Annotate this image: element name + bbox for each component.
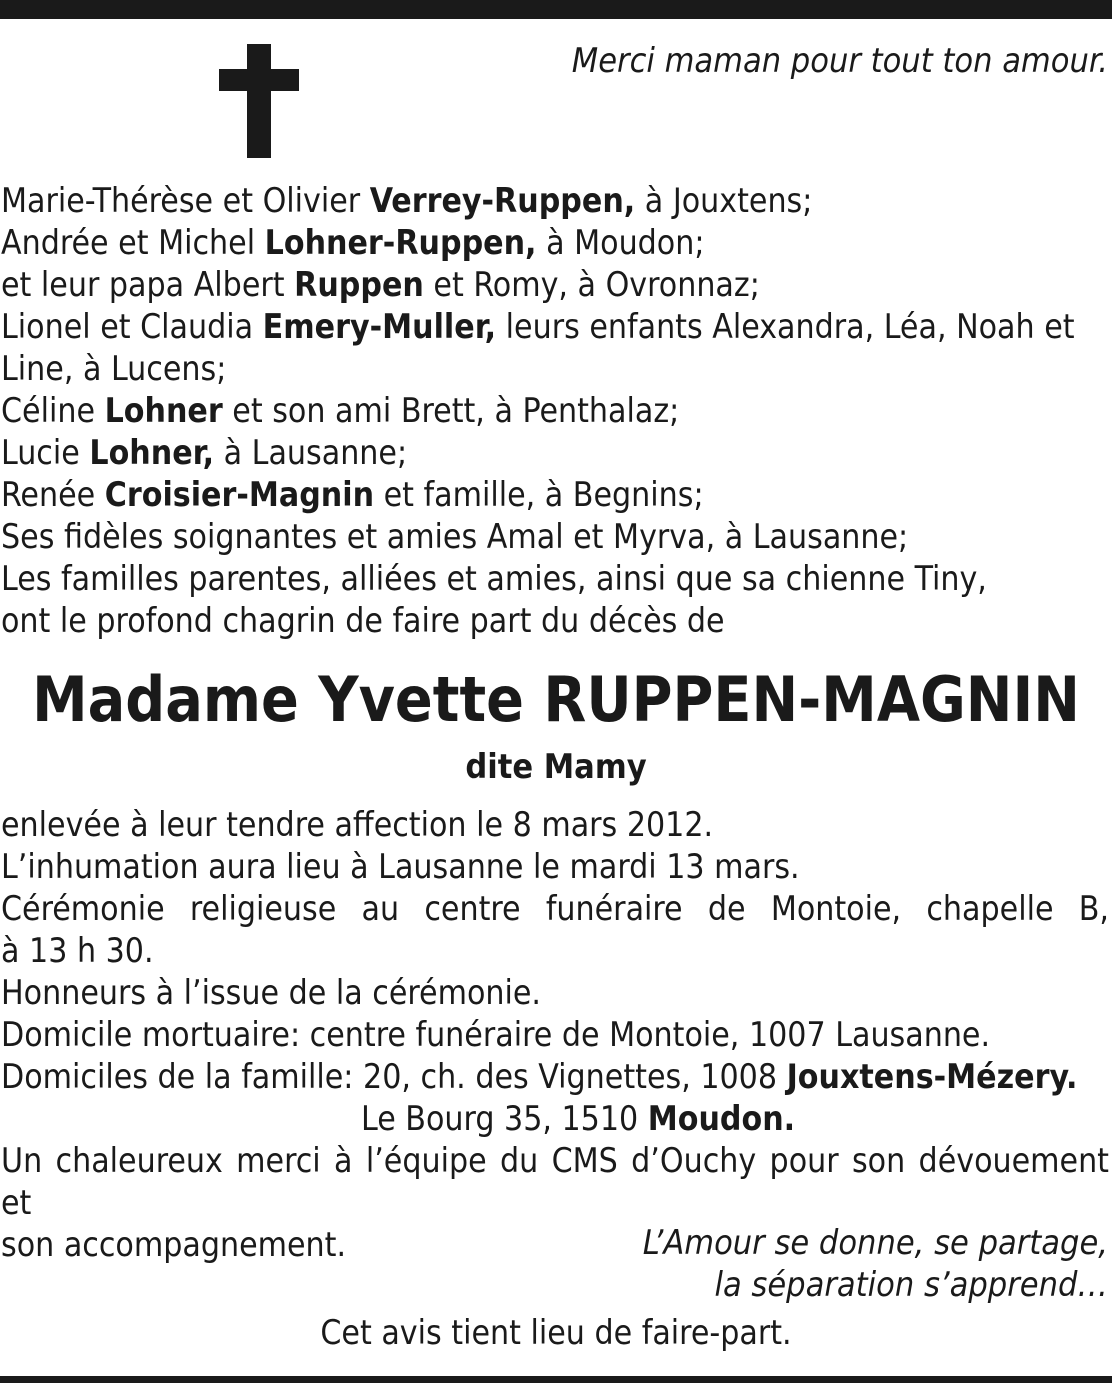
family-line: Céline Lohner et son ami Brett, à Penthalaz; bbox=[1, 391, 680, 430]
family-line: Ses fidèles soignantes et amies Amal et Myrva, à Lausanne; bbox=[1, 517, 909, 556]
family-line: Lucie Lohner, à Lausanne; bbox=[1, 433, 408, 472]
family-line: Renée Croisier-Magnin et famille, à Begnins; bbox=[1, 475, 704, 514]
ceremony-time-line: à 13 h 30. bbox=[1, 931, 154, 970]
closing-quote-line: L’Amour se donne, se partage, bbox=[642, 1223, 1108, 1263]
latin-cross-icon bbox=[219, 44, 299, 158]
family-home-line: Domiciles de la famille: 20, ch. des Vignettes, 1008 Jouxtens-Mézery. bbox=[1, 1057, 1078, 1096]
family-list bbox=[1, 180, 1109, 642]
family-line: Marie-Thérèse et Olivier Verrey-Ruppen, à Jouxtens; bbox=[1, 181, 813, 220]
family-line: ont le profond chagrin de faire part du décès de bbox=[1, 601, 725, 640]
deceased-name: Madame Yvette RUPPEN-MAGNIN bbox=[32, 663, 1080, 736]
deceased-nickname: dite Mamy bbox=[465, 747, 647, 787]
thanks-line: son accompagnement. bbox=[1, 1225, 347, 1264]
honours-line: Honneurs à l’issue de la cérémonie. bbox=[1, 973, 541, 1012]
footer-note: Cet avis tient lieu de faire-part. bbox=[320, 1313, 792, 1352]
family-line: Les familles parentes, alliées et amies, ainsi que sa chienne Tiny, bbox=[1, 559, 987, 598]
family-line: Line, à Lucens; bbox=[1, 349, 227, 388]
closing-quote bbox=[643, 1222, 1108, 1306]
family-home-line: Le Bourg 35, 1510 Moudon. bbox=[361, 1099, 796, 1138]
funeral-details bbox=[1, 804, 1109, 1266]
mortuary-line: Domicile mortuaire: centre funéraire de Montoie, 1007 Lausanne. bbox=[1, 1015, 991, 1054]
family-line: et leur papa Albert Ruppen et Romy, à Ovronnaz; bbox=[1, 265, 760, 304]
bottom-rule bbox=[0, 1376, 1112, 1383]
family-line: Lionel et Claudia Emery-Muller, leurs enfants Alexandra, Léa, Noah et bbox=[1, 307, 1075, 346]
closing-quote-line: la séparation s’apprend… bbox=[714, 1265, 1108, 1305]
thanks-line: Un chaleureux merci à l’équipe du CMS d’Ouchy pour son dévouement et bbox=[1, 1141, 1109, 1222]
passing-date-line: enlevée à leur tendre affection le 8 mars 2012. bbox=[1, 805, 714, 844]
family-line: Andrée et Michel Lohner-Ruppen, à Moudon; bbox=[1, 223, 705, 262]
burial-line: L’inhumation aura lieu à Lausanne le mardi 13 mars. bbox=[1, 847, 800, 886]
ceremony-line: Cérémonie religieuse au centre funéraire de Montoie, chapelle B, bbox=[1, 889, 1109, 928]
top-rule bbox=[0, 0, 1112, 19]
header-quote: Merci maman pour tout ton amour. bbox=[571, 41, 1108, 81]
